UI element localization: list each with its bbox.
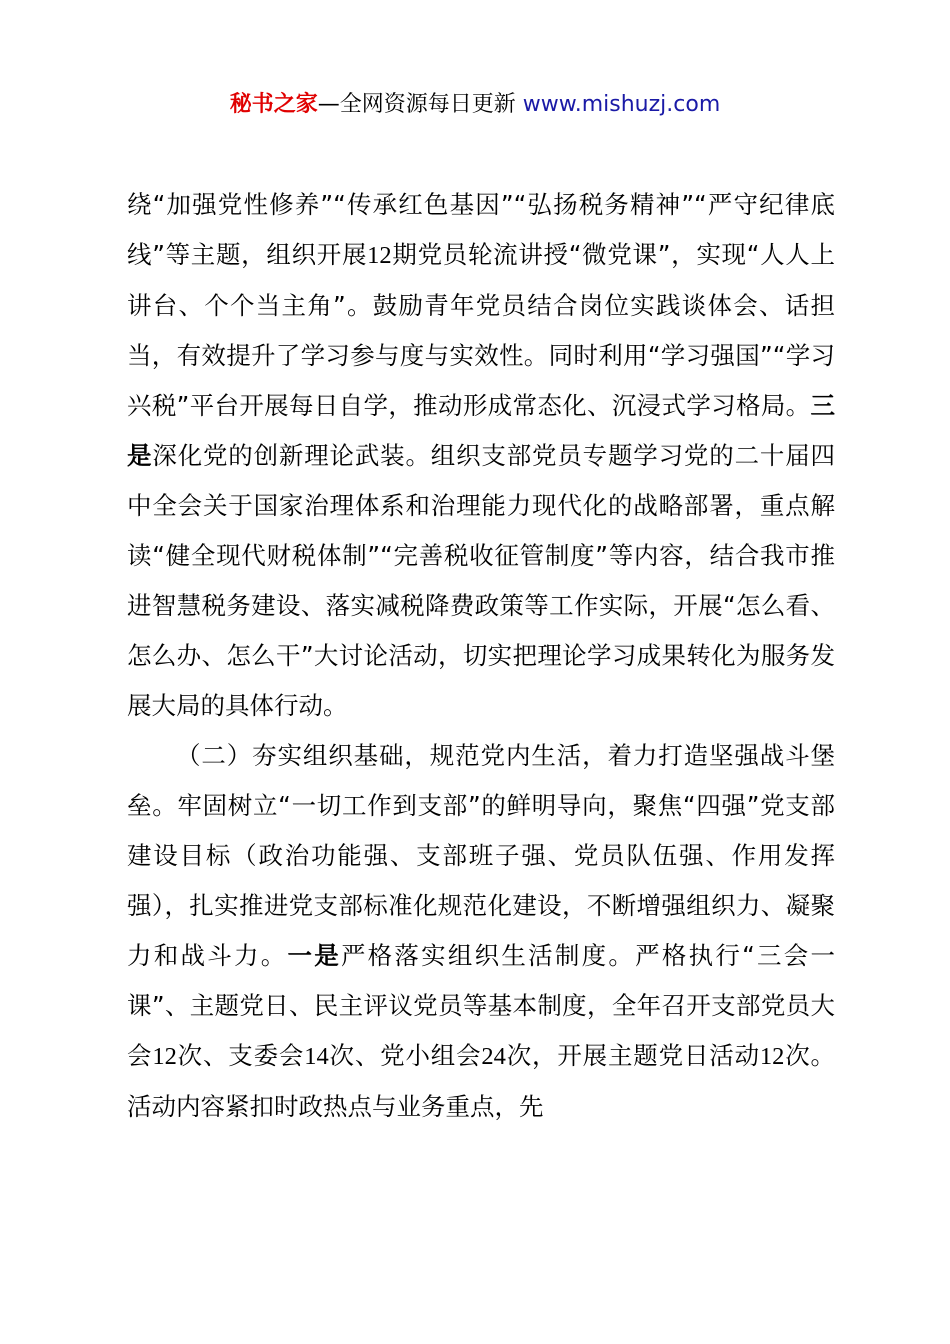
website-link[interactable]: www.mishuzj.com	[522, 92, 721, 117]
number-segment: 12	[152, 1043, 177, 1070]
number-segment: 12	[759, 1043, 785, 1070]
header-tagline: —全网资源每日更新	[317, 92, 516, 117]
bold-lead-in: 一是	[287, 941, 341, 970]
text-segment: （二）夯实组织基础，规范党内生活，着力打造坚强战斗堡垒。牢固树立“一切工作到支部”的鲜明导向，聚焦“四强”党支部建设目标（政治功能强、支部班子强、党员队伍强、作用发挥强），扎实推进党支部标准化规范化建设，不断增强组织力、凝聚力和战斗力。	[127, 741, 835, 970]
text-segment: 次、党小组会	[328, 1041, 482, 1070]
brand-name: 秘书之家	[229, 92, 318, 117]
text-segment: 深化党的创新理论武装。组织支部党员专题学习党的二十届四中全会关于国家治理体系和治理能力现代化的战略部署，重点解读“健全现代财税体制”“完善税收征管制度”等内容，结合我市推进智慧税务建设、落实减税降费政策等工作实际，开展“怎么看、怎么办、怎么干”大讨论活动，切实把理论学习成果转化为服务发展大局的具体行动。	[127, 441, 836, 720]
text-segment: 绕“加强党性修养”“传承红色基因”“弘扬税务精神”“严守纪律底线”等主题，组织开展	[127, 190, 835, 269]
paragraph-continuation	[127, 180, 835, 731]
document-body	[127, 180, 835, 1132]
text-segment: 期党员轮流讲授“微党课”，实现“人人上讲台、个个当主角”。鼓励青年党员结合岗位实践谈体会、话担当，有效提升了学习参与度与实效性。同时利用“学习强国”“学习兴税”平台开展每日自学，推动形成常态化、沉浸式学习格局。	[127, 240, 835, 420]
paragraph-section-two	[127, 731, 835, 1132]
text-segment: 次、支委会	[176, 1041, 305, 1070]
text-segment: 严格落实组织生活制度。严格执行“三会一课”、主题党日、民主评议党员等基本制度，全年召开支部党员大会	[127, 941, 835, 1070]
bold-lead-in: 三是	[127, 391, 835, 470]
text-segment: 次，开展主题党日活动	[505, 1041, 760, 1070]
text-segment: 次。活动内容紧扣时政热点与业务重点，先	[127, 1041, 836, 1121]
page-header	[0, 88, 950, 122]
number-segment: 12	[367, 242, 392, 269]
number-segment: 24	[481, 1043, 506, 1070]
number-segment: 14	[304, 1043, 329, 1070]
